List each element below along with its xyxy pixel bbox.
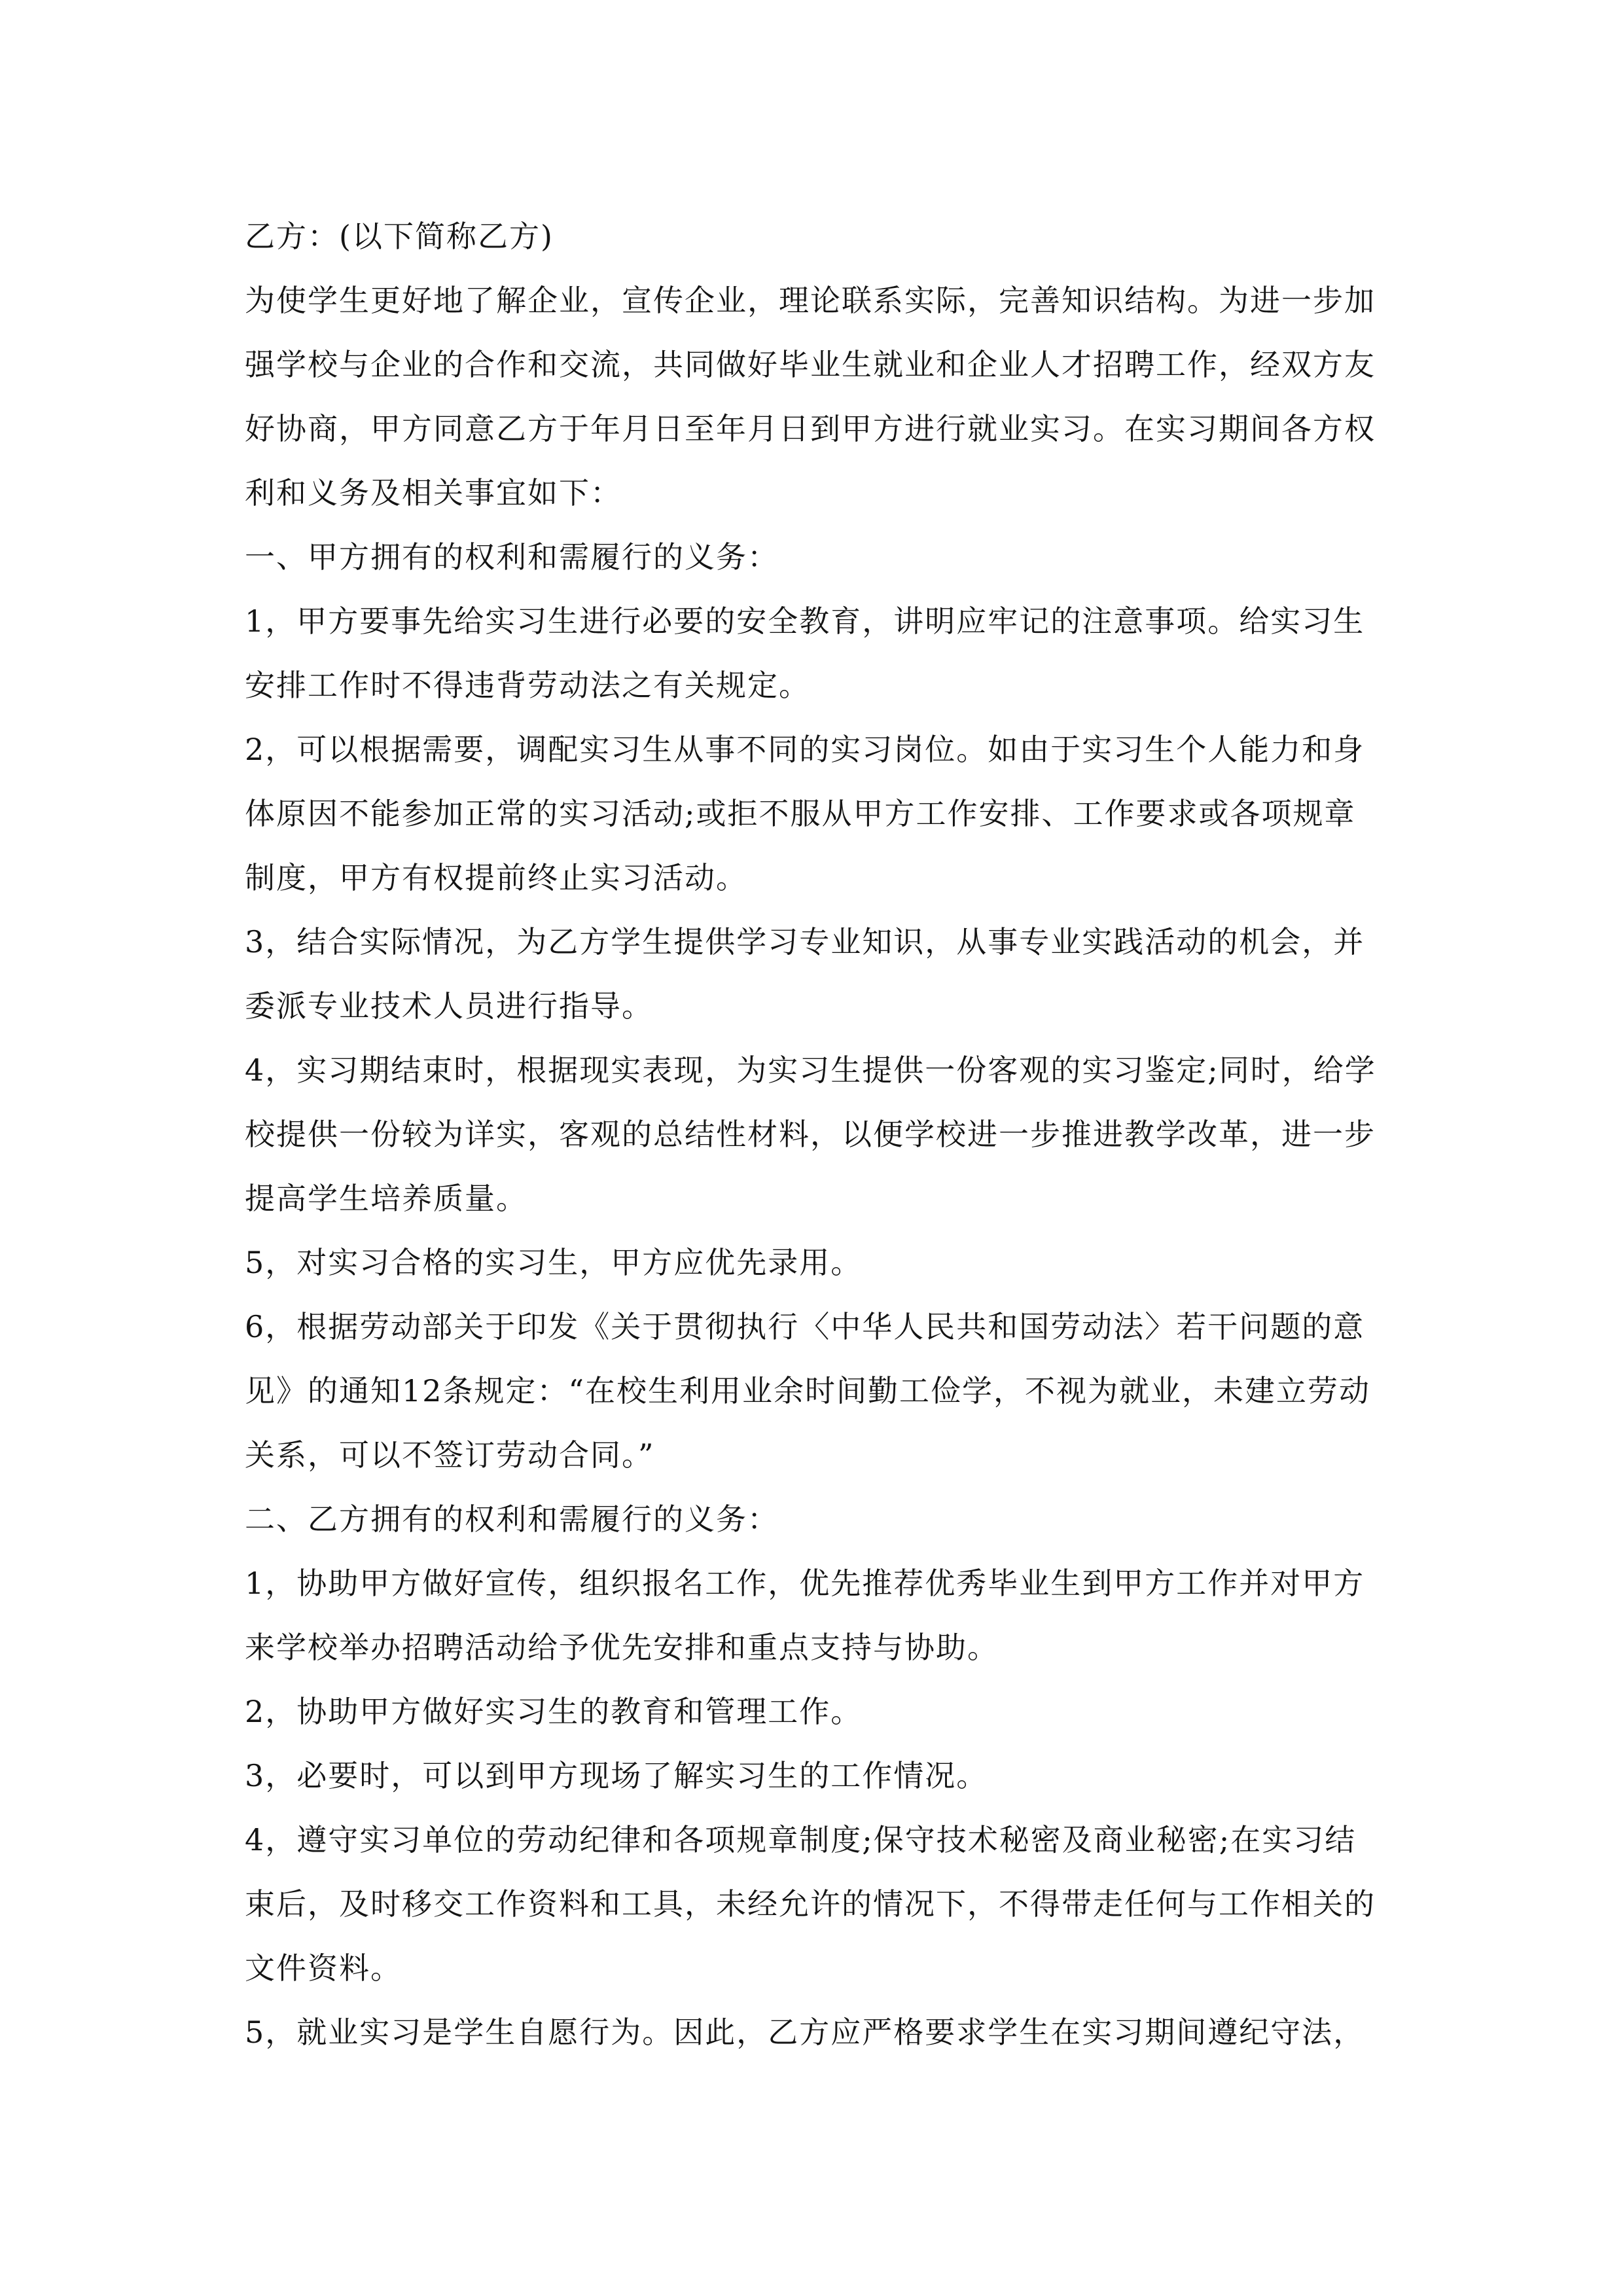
section-heading-party-a: 一、甲方拥有的权利和需履行的义务： [245, 539, 779, 575]
party-b-clause-4: 4，遵守实习单位的劳动纪律和各项规章制度;保守技术秘密及商业秘密;在实习结束后，及时移交工作资料和工具，未经允许的情况下，不得带走任何与工作相关的文件资料。 [245, 1822, 1376, 1986]
intro-paragraph: 为使学生更好地了解企业，宣传企业，理论联系实际，完善知识结构。为进一步加强学校与企业的合作和交流，共同做好毕业生就业和企业人才招聘工作，经双方友好协商，甲方同意乙方于年月日至年月日到甲方进行就业实习。在实习期间各方权利和义务及相关事宜如下： [245, 283, 1376, 511]
party-b-clause-2: 2，协助甲方做好实习生的教育和管理工作。 [245, 1694, 863, 1729]
party-a-clause-4: 4，实习期结束时，根据现实表现，为实习生提供一份客观的实习鉴定;同时，给学校提供一份较为详实，客观的总结性材料，以便学校进一步推进教学改革，进一步提高学生培养质量。 [245, 1052, 1376, 1216]
section-heading-party-b: 二、乙方拥有的权利和需履行的义务： [245, 1501, 779, 1537]
party-b-clause-3: 3，必要时，可以到甲方现场了解实习生的工作情况。 [245, 1758, 988, 1793]
document-body [245, 204, 1383, 2064]
party-a-clause-6: 6，根据劳动部关于印发《关于贯彻执行〈中华人民共和国劳动法〉若干问题的意见》的通知12条规定：“在校生利用业余时间勤工俭学，不视为就业，未建立劳动关系，可以不签订劳动合同。” [245, 1309, 1371, 1473]
party-a-clause-5: 5，对实习合格的实习生，甲方应优先录用。 [245, 1245, 863, 1280]
party-b-clause-5: 5，就业实习是学生自愿行为。因此，乙方应严格要求学生在实习期间遵纪守法， [245, 2015, 1365, 2050]
party-b-clause-1: 1，协助甲方做好宣传，组织报名工作，优先推荐优秀毕业生到甲方工作并对甲方来学校举办招聘活动给予优先安排和重点支持与协助。 [245, 1566, 1365, 1665]
party-a-clause-2: 2，可以根据需要，调配实习生从事不同的实习岗位。如由于实习生个人能力和身体原因不能参加正常的实习活动;或拒不服从甲方工作安排、工作要求或各项规章制度，甲方有权提前终止实习活动。 [245, 732, 1365, 895]
party-a-clause-3: 3，结合实际情况，为乙方学生提供学习专业知识，从事专业实践活动的机会，并委派专业技术人员进行指导。 [245, 924, 1365, 1024]
party-a-clause-1: 1，甲方要事先给实习生进行必要的安全教育，讲明应牢记的注意事项。给实习生安排工作时不得违背劳动法之有关规定。 [245, 603, 1365, 703]
party-b-heading: 乙方：(以下简称乙方) [245, 219, 554, 254]
